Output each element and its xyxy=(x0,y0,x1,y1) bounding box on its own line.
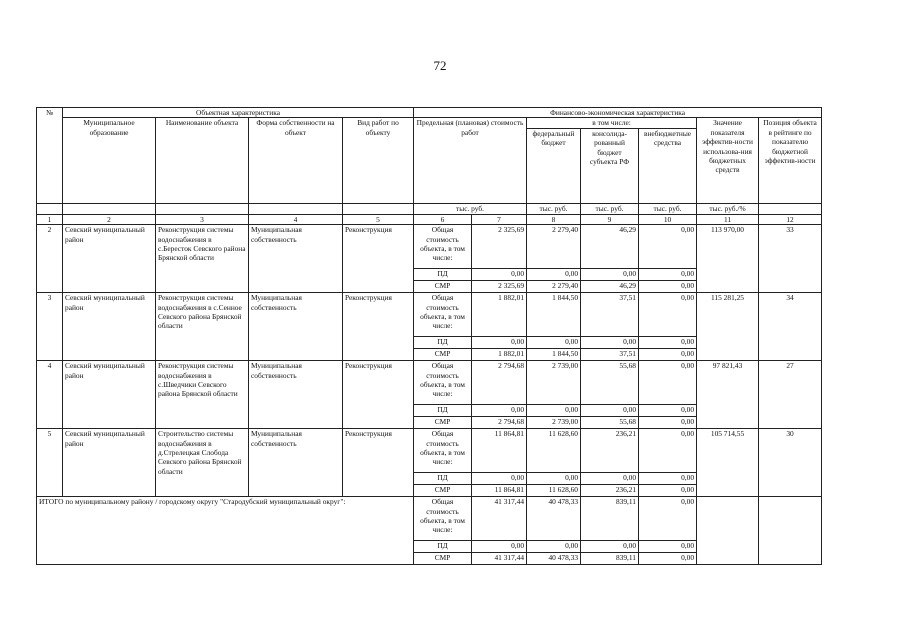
indicator-cell: 113 970,00 xyxy=(697,225,759,293)
row-number: 4 xyxy=(37,361,63,429)
position-cell: 33 xyxy=(759,225,822,293)
col-number: 12 xyxy=(759,214,822,224)
financial-table xyxy=(36,107,822,565)
work-type-cell: Реконструкция xyxy=(343,361,414,429)
total-cost-label: Общая стоимость объекта, в том числе: xyxy=(414,429,472,473)
header-object-name: Наименование объекта xyxy=(156,118,249,203)
amount-cell: 0,00 xyxy=(472,473,527,485)
amount-cell: 0,00 xyxy=(639,293,697,337)
amount-cell: 2 279,40 xyxy=(527,225,581,269)
unit-consolidated: тыс. руб. xyxy=(581,203,639,214)
object-name-cell: Реконструкция системы водоснабжения в с.Сенное Севского района Брянской области xyxy=(156,293,249,361)
amount-cell: 0,00 xyxy=(581,337,639,349)
pd-label: ПД xyxy=(414,337,472,349)
table-row xyxy=(37,225,822,269)
amount-cell: 2 279,40 xyxy=(527,281,581,293)
object-name-cell: Реконструкция системы водоснабжения в с.Шведчики Севского района Брянской области xyxy=(156,361,249,429)
col-number: 7 xyxy=(472,214,527,224)
municipality-cell: Севский муниципальный район xyxy=(63,225,156,293)
position-cell: 27 xyxy=(759,361,822,429)
amount-cell: 0,00 xyxy=(639,225,697,269)
amount-cell: 0,00 xyxy=(639,281,697,293)
amount-cell: 55,68 xyxy=(581,417,639,429)
amount-cell: 0,00 xyxy=(639,541,697,553)
amount-cell: 37,51 xyxy=(581,349,639,361)
row-number: 2 xyxy=(37,225,63,293)
col-number: 3 xyxy=(156,214,249,224)
amount-cell: 37,51 xyxy=(581,293,639,337)
col-number: 8 xyxy=(527,214,581,224)
header-ownership: Форма собственности на объект xyxy=(249,118,343,203)
amount-cell: 46,29 xyxy=(581,281,639,293)
amount-cell: 0,00 xyxy=(639,497,697,541)
amount-cell: 2 325,69 xyxy=(472,225,527,269)
pd-label: ПД xyxy=(414,405,472,417)
amount-cell: 1 844,50 xyxy=(527,349,581,361)
smr-label: СМР xyxy=(414,553,472,565)
amount-cell: 2 739,00 xyxy=(527,361,581,405)
indicator-cell: 105 714,55 xyxy=(697,429,759,497)
header-including: в том числе: xyxy=(527,118,697,128)
amount-cell: 0,00 xyxy=(639,405,697,417)
work-type-cell: Реконструкция xyxy=(343,293,414,361)
amount-cell: 0,00 xyxy=(639,269,697,281)
ownership-cell: Муниципальная собственность xyxy=(249,361,343,429)
unit-extrabudget: тыс. руб. xyxy=(639,203,697,214)
col-number: 5 xyxy=(343,214,414,224)
amount-cell: 1 882,01 xyxy=(472,349,527,361)
unit-cost: тыс. руб. xyxy=(414,203,527,214)
col-number: 11 xyxy=(697,214,759,224)
header-finance-characteristics: Финансово-экономическая характеристика xyxy=(414,108,822,118)
col-number: 6 xyxy=(414,214,472,224)
unit-indicator: тыс. руб./% xyxy=(697,203,759,214)
amount-cell: 2 325,69 xyxy=(472,281,527,293)
ownership-cell: Муниципальная собственность xyxy=(249,225,343,293)
amount-cell: 0,00 xyxy=(472,269,527,281)
amount-cell: 0,00 xyxy=(581,405,639,417)
work-type-cell: Реконструкция xyxy=(343,429,414,497)
amount-cell: 0,00 xyxy=(472,405,527,417)
amount-cell: 1 844,50 xyxy=(527,293,581,337)
amount-cell: 0,00 xyxy=(581,269,639,281)
amount-cell: 0,00 xyxy=(639,417,697,429)
header-consolidated: консолида-рованный бюджет субъекта РФ xyxy=(581,128,639,203)
amount-cell: 11 628,60 xyxy=(527,485,581,497)
header-cost: Предельная (плановая) стоимость работ xyxy=(414,118,527,203)
amount-cell: 2 794,68 xyxy=(472,417,527,429)
col-number: 4 xyxy=(249,214,343,224)
position-cell: 30 xyxy=(759,429,822,497)
row-number: 5 xyxy=(37,429,63,497)
amount-cell: 0,00 xyxy=(527,473,581,485)
col-number: 2 xyxy=(63,214,156,224)
object-name-cell: Реконструкция системы водоснабжения в с.Бересток Севского района Брянской области xyxy=(156,225,249,293)
municipality-cell: Севский муниципальный район xyxy=(63,429,156,497)
col-number: 1 xyxy=(37,214,63,224)
amount-cell: 839,11 xyxy=(581,497,639,541)
total-cost-label: Общая стоимость объекта, в том числе: xyxy=(414,293,472,337)
smr-label: СМР xyxy=(414,349,472,361)
table-row xyxy=(37,361,822,405)
amount-cell: 0,00 xyxy=(639,429,697,473)
amount-cell: 11 628,60 xyxy=(527,429,581,473)
amount-cell: 41 317,44 xyxy=(472,497,527,541)
object-name-cell: Строительство системы водоснабжения в д.Стрелецкая Слобода Севского района Брянской области xyxy=(156,429,249,497)
amount-cell: 0,00 xyxy=(639,337,697,349)
smr-label: СМР xyxy=(414,485,472,497)
amount-cell: 236,21 xyxy=(581,429,639,473)
indicator-cell: 97 821,43 xyxy=(697,361,759,429)
row-number: 3 xyxy=(37,293,63,361)
total-cost-label: Общая стоимость объекта, в том числе: xyxy=(414,225,472,269)
amount-cell: 0,00 xyxy=(639,485,697,497)
ownership-cell: Муниципальная собственность xyxy=(249,293,343,361)
amount-cell: 11 864,81 xyxy=(472,485,527,497)
header-position: Позиция объекта в рейтинге по показателю бюджетной эффектив-ности xyxy=(759,118,822,203)
page-number: 72 xyxy=(433,58,447,73)
amount-cell: 0,00 xyxy=(527,337,581,349)
col-number: 10 xyxy=(639,214,697,224)
amount-cell: 0,00 xyxy=(639,349,697,361)
amount-cell: 0,00 xyxy=(639,473,697,485)
header-federal: федеральный бюджет xyxy=(527,128,581,203)
smr-label: СМР xyxy=(414,281,472,293)
table-row xyxy=(37,293,822,337)
header-municipality: Муниципальное образование xyxy=(63,118,156,203)
pd-label: ПД xyxy=(414,541,472,553)
amount-cell: 2 794,68 xyxy=(472,361,527,405)
amount-cell: 2 739,00 xyxy=(527,417,581,429)
amount-cell: 236,21 xyxy=(581,485,639,497)
table-row xyxy=(37,429,822,473)
amount-cell: 0,00 xyxy=(639,553,697,565)
indicator-cell: 115 281,25 xyxy=(697,293,759,361)
empty-cell xyxy=(697,497,759,565)
header-no: № xyxy=(37,108,63,204)
amount-cell: 46,29 xyxy=(581,225,639,269)
amount-cell: 11 864,81 xyxy=(472,429,527,473)
amount-cell: 0,00 xyxy=(472,337,527,349)
amount-cell: 0,00 xyxy=(527,405,581,417)
header-work-type: Вид работ по объекту xyxy=(343,118,414,203)
smr-label: СМР xyxy=(414,417,472,429)
total-cost-label: Общая стоимость объекта, в том числе: xyxy=(414,497,472,541)
amount-cell: 0,00 xyxy=(581,541,639,553)
position-cell: 34 xyxy=(759,293,822,361)
amount-cell: 0,00 xyxy=(639,361,697,405)
amount-cell: 1 882,01 xyxy=(472,293,527,337)
empty-cell xyxy=(759,497,822,565)
amount-cell: 55,68 xyxy=(581,361,639,405)
municipality-cell: Севский муниципальный район xyxy=(63,293,156,361)
amount-cell: 40 478,33 xyxy=(527,553,581,565)
total-cost-label: Общая стоимость объекта, в том числе: xyxy=(414,361,472,405)
municipality-cell: Севский муниципальный район xyxy=(63,361,156,429)
amount-cell: 0,00 xyxy=(581,473,639,485)
amount-cell: 40 478,33 xyxy=(527,497,581,541)
amount-cell: 0,00 xyxy=(472,541,527,553)
ownership-cell: Муниципальная собственность xyxy=(249,429,343,497)
col-number: 9 xyxy=(581,214,639,224)
amount-cell: 41 317,44 xyxy=(472,553,527,565)
amount-cell: 0,00 xyxy=(527,269,581,281)
header-object-characteristics: Объектная характеристика xyxy=(63,108,414,118)
amount-cell: 0,00 xyxy=(527,541,581,553)
amount-cell: 839,11 xyxy=(581,553,639,565)
pd-label: ПД xyxy=(414,269,472,281)
pd-label: ПД xyxy=(414,473,472,485)
total-label: ИТОГО по муниципальному району / городскому округу "Стародубский муниципальный округ": xyxy=(37,497,414,565)
header-indicator: Значение показателя эффектив-ности использова-ния бюджетных средств xyxy=(697,118,759,203)
work-type-cell: Реконструкция xyxy=(343,225,414,293)
total-row xyxy=(37,497,822,541)
header-extrabudget: внебюджетные средства xyxy=(639,128,697,203)
unit-federal: тыс. руб. xyxy=(527,203,581,214)
